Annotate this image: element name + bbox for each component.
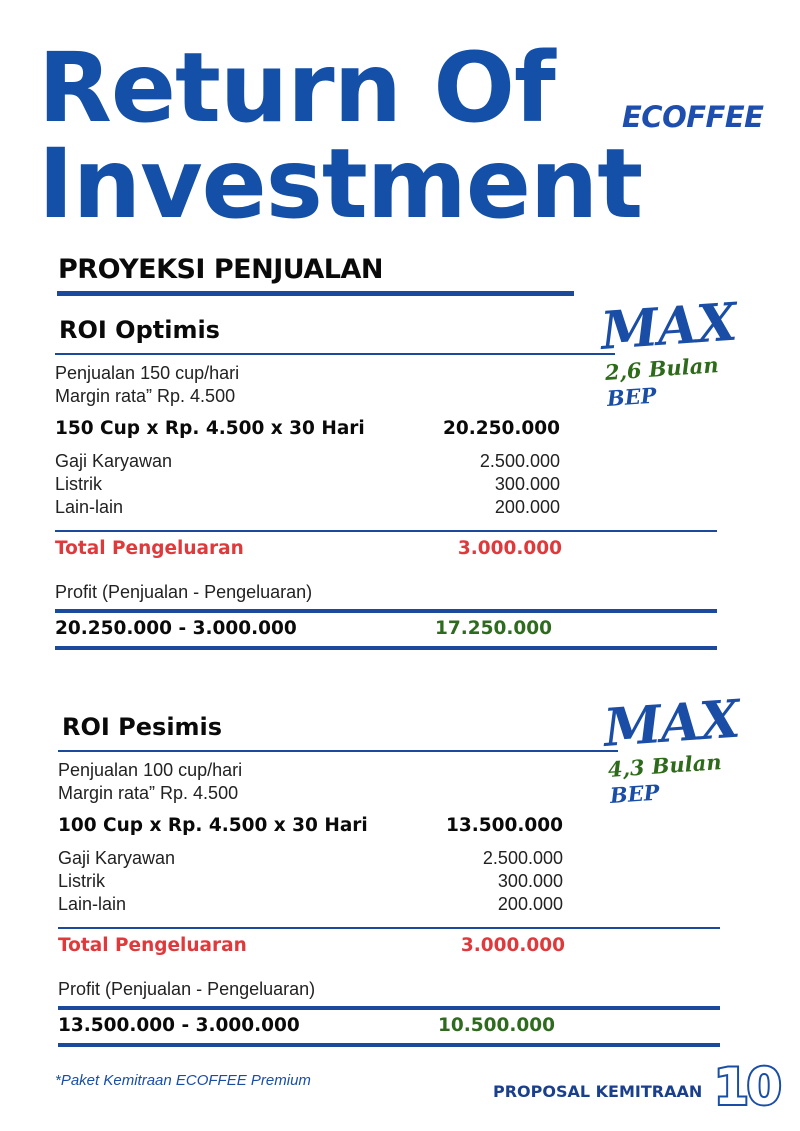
expense-value: 2.500.000 <box>479 451 560 471</box>
roi-pesimis-section <box>58 688 800 1073</box>
expense-label: Lain-lain <box>55 497 124 517</box>
sales-description <box>55 362 239 408</box>
bep-badge <box>601 688 744 809</box>
expense-row <box>55 496 560 519</box>
badge-bep: BEP <box>609 779 661 808</box>
divider <box>58 1043 720 1047</box>
section-heading: PROYEKSI PENJUALAN <box>58 254 383 285</box>
badge-duration: 4,3 Bulan <box>607 749 723 782</box>
badge-max: MAX <box>598 291 739 362</box>
total-expense-value: 3.000.000 <box>460 935 565 956</box>
average-margin: Margin rata” Rp. 4.500 <box>55 386 236 406</box>
total-expense-row <box>58 935 565 956</box>
heading-divider <box>57 291 574 296</box>
revenue-formula: 100 Cup x Rp. 4.500 x 30 Hari <box>58 815 368 836</box>
badge-max: MAX <box>601 688 742 759</box>
sales-per-day: Penjualan 150 cup/hari <box>55 363 240 383</box>
average-margin: Margin rata” Rp. 4.500 <box>58 783 239 803</box>
profit-formula: 13.500.000 - 3.000.000 <box>58 1015 300 1036</box>
expense-list <box>55 450 560 519</box>
badge-duration: 2,6 Bulan <box>604 352 720 385</box>
profit-label: Profit (Penjualan - Pengeluaran) <box>58 979 316 999</box>
expense-row <box>58 870 563 893</box>
page-number: 10 <box>714 1058 780 1116</box>
sales-per-day: Penjualan 100 cup/hari <box>58 760 243 780</box>
sales-description <box>58 759 242 805</box>
roi-title: ROI Optimis <box>59 316 220 344</box>
profit-value: 10.500.000 <box>438 1015 556 1036</box>
page-title <box>38 32 643 240</box>
total-expense-row <box>55 538 562 559</box>
expense-value: 300.000 <box>497 871 563 891</box>
expense-value: 200.000 <box>497 894 563 914</box>
expense-label: Lain-lain <box>58 894 127 914</box>
divider <box>55 609 717 613</box>
title-line-1: Return Of <box>38 32 555 144</box>
profit-formula: 20.250.000 - 3.000.000 <box>55 618 297 639</box>
expense-label: Gaji Karyawan <box>58 848 176 868</box>
divider <box>55 530 717 532</box>
expense-row <box>58 893 563 916</box>
expense-label: Gaji Karyawan <box>55 451 173 471</box>
divider <box>58 750 618 752</box>
expense-value: 2.500.000 <box>482 848 563 868</box>
footer-label: PROPOSAL KEMITRAAN <box>493 1082 703 1101</box>
expense-label: Listrik <box>58 871 106 891</box>
profit-label: Profit (Penjualan - Pengeluaran) <box>55 582 313 602</box>
badge-bep: BEP <box>606 382 658 411</box>
revenue-formula: 150 Cup x Rp. 4.500 x 30 Hari <box>55 418 365 439</box>
total-expense-value: 3.000.000 <box>457 538 562 559</box>
divider <box>58 927 720 929</box>
profit-row <box>55 618 717 639</box>
total-expense-label: Total Pengeluaran <box>55 538 244 559</box>
divider <box>55 646 717 650</box>
revenue-value: 13.500.000 <box>445 815 563 836</box>
revenue-calculation-row <box>55 418 560 439</box>
profit-value: 17.250.000 <box>435 618 553 639</box>
expense-value: 200.000 <box>494 497 560 517</box>
roi-title: ROI Pesimis <box>62 713 223 741</box>
revenue-value: 20.250.000 <box>442 418 560 439</box>
roi-optimis-section <box>55 291 800 676</box>
expense-label: Listrik <box>55 474 103 494</box>
ecoffee-logo: ECOFFEE <box>622 100 764 134</box>
divider <box>58 1006 720 1010</box>
expense-row <box>58 847 563 870</box>
revenue-calculation-row <box>58 815 563 836</box>
expense-row <box>55 450 560 473</box>
total-expense-label: Total Pengeluaran <box>58 935 247 956</box>
footnote: *Paket Kemitraan ECOFFEE Premium <box>55 1072 311 1089</box>
expense-value: 300.000 <box>494 474 560 494</box>
title-line-2: Investment <box>38 128 643 240</box>
bep-badge <box>598 291 741 412</box>
expense-row <box>55 473 560 496</box>
expense-list <box>58 847 563 916</box>
divider <box>55 353 615 355</box>
profit-row <box>58 1015 720 1036</box>
